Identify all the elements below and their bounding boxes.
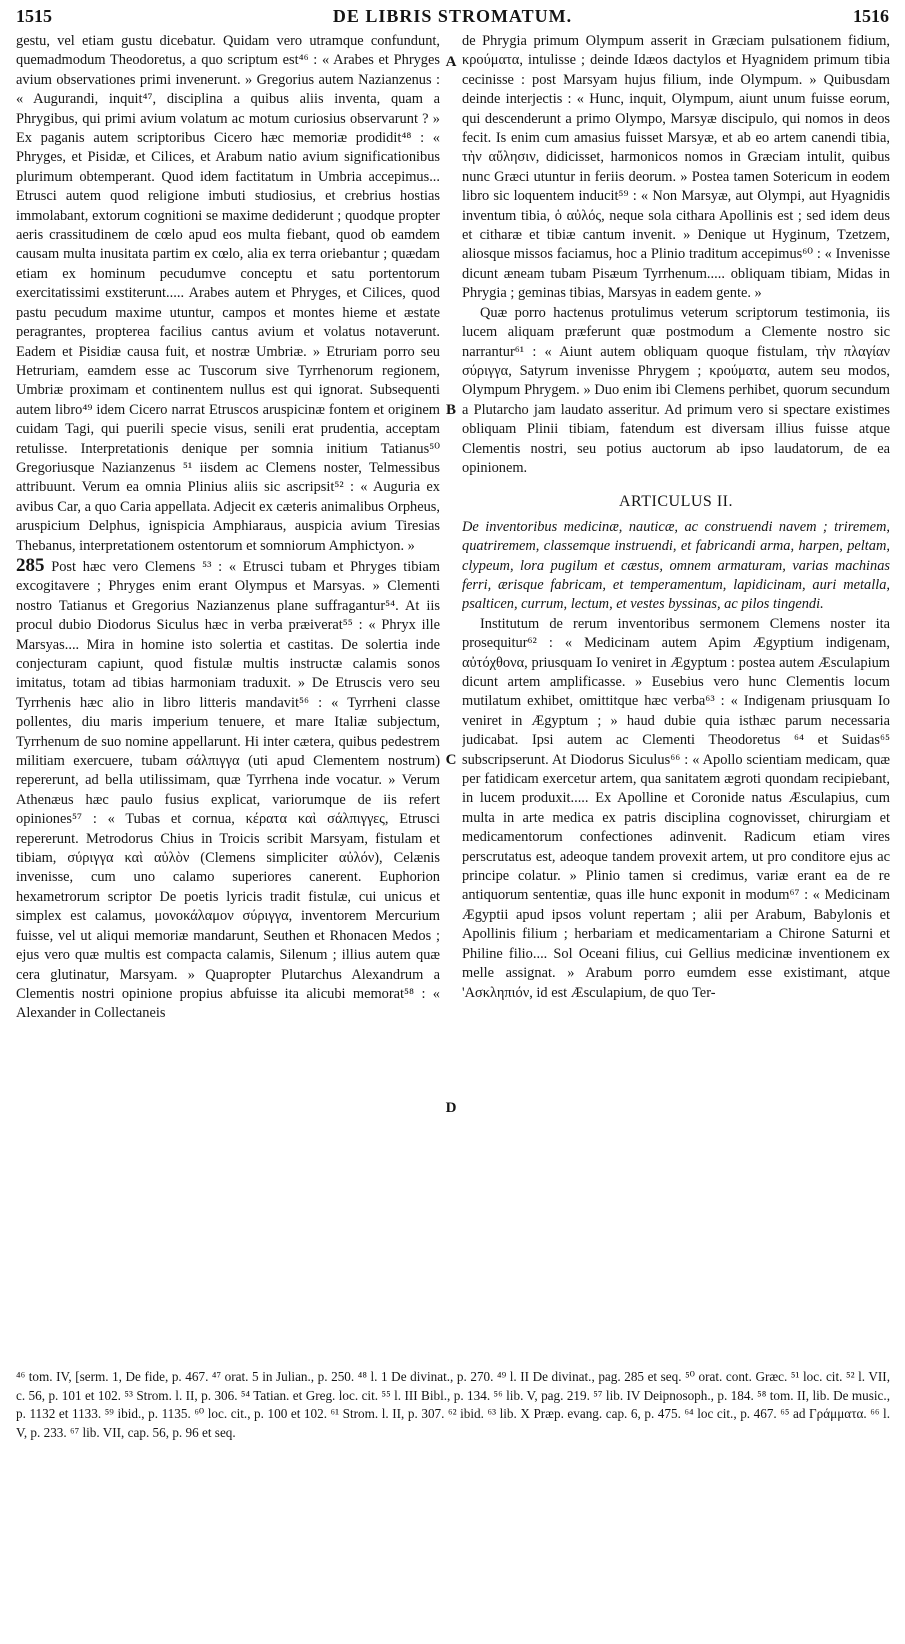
footnotes-text: ⁴⁶ tom. IV, [serm. 1, De fide, p. 467. ⁴⁷ orat. 5 in Julian., p. 250. ⁴⁸ l. 1 De divinat., p. 270. ⁴⁹ l. II De divinat., pag. 285 et seq. ⁵⁰ orat. cont. Græc. ⁵¹ loc. cit. ⁵² l. VII, c. 56, p. 101 et 102. ⁵³ Strom. l. II, p. 306. ⁵⁴ Tatian. et Greg. loc. cit. ⁵⁵ l. III Bibl., p. 134. ⁵⁶ lib. V, pag. 219. ⁵⁷ lib. IV Deipnosoph., p. 184. ⁵⁸ tom. II, lib. De music., p. 1132 et 1133. ⁵⁹ ibid., p. 1135. ⁶⁰ loc. cit., p. 100 et 102. ⁶¹ Strom. l. II, p. 307. ⁶² ibid. ⁶³ lib. X Præp. evang. cap. 6, p. 475. ⁶⁴ loc cit., p. 467. ⁶⁵ ad Γράμματα. ⁶⁶ l. V, p. 233. ⁶⁷ lib. VII, cap. 56, p. 96 et seq. — [16, 1369, 890, 1440]
right-text-block-1: de Phrygia primum Olympum asserit in Græciam pulsationem fidium, κρούματα, intulisse ; deinde Idæos dactylos et Hyagnidem primum tibia cecinisse : post Marsyam hujus filium, inde Olympum. » Quibusdam deinde interjectis : « Hunc, inquit, Olympum, aiunt unum fuisse eorum, qui descenderunt a primo Olympo, Marsyæ discipulo, qui nomos in deos fecit. Is enim cum amasius fuisset Marsyæ, et ab eo artem canendi tibia, τὴν αὔλησιν, didicisset, harmonicos nomos in Græciam intulit, quibus nunc Græci utuntur in feriis deorum. » Postea tamen Sotericum in eodem libro sic loquentem inducit⁵⁹ : « Non Marsyæ, aut Olympi, aut Hyagnidis inventum tibia, ὁ αὐλός, neque sola cithara Apollinis est ; sed idem deus et citharæ et tibiæ cantum invenit. » Denique ut Hyginum, Tzetzem, aliosque missos faciamus, hoc a Plinio traditum accepimus⁶⁰ : « Invenisse dicunt æneam tubam Pisæum Tyrrhenum..... obliquam tibiam, Midas in Phrygia ; geminas tibias, Marsyas in eadem gente. » — [462, 33, 890, 302]
margin-letter-b: B — [445, 402, 456, 418]
running-title: DE LIBRIS STROMATUM. — [332, 6, 573, 26]
article-title: ARTICULUS II. — [619, 493, 733, 511]
page-number-right: 1516 — [853, 6, 889, 26]
right-text-block-3: Institutum de rerum inventoribus sermonem Clemens noster ita prosequitur⁶² : « Medicinam autem Apim Ægyptium indigenam, αὐτόχθονα, priusquam Io veniret in Ægyptum : postea autem Æsculapium dicunt artem amplificasse. » Eusebius vero hunc Clementis locum mutilatum exhibet, omittitque hæc verba⁶³ : « Indigenam priusquam Io veniret in Ægyptum ; » haud dubie quia isthæc parum necessaria judicabat. Ipsi autem ac Clementi Theodoretus ⁶⁴ et Suidas⁶⁵ subscripserunt. At Diodorus Siculus⁶⁶ : « Apollo scientiam medicam, quæ per fatidicam exercetur artem, qua sanitatem ægroti quondam recipiebant, in lucem produxit..... Ex Apolline et Coronide natus Æsculapius, cum multa in arte medica ex patris disciplina cognovisset, chirurgiam et medicamentorum confectiones adinvenit. Radicum etiam vires perscrutatus est, adeoque tandem provexit artem, ut pro conditore ejus ac principe colatur. » Plinio tamen si credimus, variæ erant ea de re antiquorum sententiæ, quas ille hunc exponit in modum⁶⁷ : « Medicinam Ægyptii apud ipsos volunt repertam ; alii per Arabum, Babylonis et Apollinis filium ; herbariam et medicamentariam a Chirone Saturni et Philine filio.... Sol Oceani filius, cui Gellius medicinæ inventionem ex melle assignat. » Arabum porro eumdem esse existimant, atque 'Ασκληπιόν, id est Æsculapium, de quo Ter- — [462, 615, 890, 1001]
running-header — [16, 6, 889, 30]
margin-letter-a: A — [445, 54, 457, 70]
left-text-block-2: Post hæc vero Clemens ⁵³ : « Etrusci tubam et Phryges tibiam excogitavere ; Phryges enim erant Olympus et Marsyas. » Clementi nostro Tatianus et Gregorius Nazianzenus plane suffragantur⁵⁴. At iis procul dubio Diodorus Siculus hæc in verba præiverat⁵⁵ : « Phryx ille Marsyas.... Mira in homine isto solertia et castitas. De solertia inde conjecturam capiunt, quod fistulæ multis instructæ calamis sonos imitatus, totam ad tibias harmoniam traduxit. » De Etruscis vero seu Tyrrhenis hæc alio in libro litteris mandavit⁵⁶ : « Tyrrheni classe pollentes, diu maris imperium tenuere, et mare Italiæ subjectum, Tyrrhenum de suo nomine appellarunt. Hi inter cætera, quibus pedestrem militiam exercuere, tubam σάλπιγγα (uti apud Clementem nostrum) repererunt, ad bella utilissimam, quæ Tyrrhena inde vocatur. » Verum Athenæus hæc paulo fusius explicat, variorumque de iis refert opiniones⁵⁷ : « Tubas et cornua, κέρατα καὶ σάλπιγγες, Etrusci repererunt. Metrodorus Chius in Troicis scribit Marsyam, fistulam et tibiam, σύριγγα καὶ αὐλὸν (Clemens simpliciter αὐλόν), Celænis invenisse, cum uno calamo superiores canerent. Euphorion hexametrorum scriptor De poetis lyricis tradit fistulæ, cui unicus et simplex est calamus, μονοκάλαμον σύριγγα, inventorem Mercurium fuisse, vel ut aliqui memoriæ mandarunt, Seuthen et Rhonacen Medos ; ejus vero quæ multis est compacta calamis, Silenum ; illius autem quæ cera glutinatur, Marsyam. » Quapropter Plutarchus Alexandrum a Clementis nostri opinione propius abfuisse ita alicubi memorat⁵⁸ : « Alexander in Collectaneis — [16, 558, 440, 1022]
right-text-block-2: Quæ porro hactenus protulimus veterum scriptorum testimonia, iis lucem aliquam præferunt quæ postmodum a Clemente nostro sic narrantur⁶¹ : « Aiunt autem obliquam quoque fistulam, τὴν πλαγίαν σύριγγα, Satyrum invenisse Phrygem ; κρούματα, autem seu modos, Olympum Phrygem. » Duo enim ibi Clemens perhibet, quorum secundum a Plutarcho jam laudato asseritur. Ad primum vero si spectare existimes obliquam Plinii tibiam, fatendum est diversam illius fuisse atque Clementis nostri, seu potius auctorum ab ipso laudatorum, de ea opinionem. — [462, 304, 890, 476]
footnotes — [16, 1368, 890, 1442]
margin-letter-d: D — [445, 1100, 457, 1116]
margin-letter-c: C — [445, 752, 457, 768]
column-number: 285 — [16, 554, 45, 576]
article-subtitle: De inventoribus medicinæ, nauticæ, ac construendi navem ; triremem, quatriremem, classemque instruendi, et fabricandi arma, harpen, peltam, clypeum, lora pugilum et cæstus, omnem armaturam, varias machinas ferri, ærisque fabricam, et temperamentum, lapidicinam, auri metalla, psalticen, currum, lectum, et vestes byssinas, ac pilos tingendi. — [462, 518, 890, 613]
page-number-left: 1515 — [16, 6, 52, 26]
left-text-block-1: gestu, vel etiam gustu dicebatur. Quidam vero utramque confundunt, quemadmodum Theodoretus, a quo scriptum est⁴⁶ : « Arabes et Phryges avium observationes primi invenerunt. » Gregorius autem Nazianzenus : « Augurandi, inquit⁴⁷, disciplina a quibus aliis inventa, quam a Phrygibus, qui primi avium volatum ac motum curiosius observarunt ? » Ex paganis autem scriptoribus Cicero hæc memoriæ prodidit⁴⁸ : « Phryges, et Pisidæ, et Cilices, et Arabum natio avium significationibus plurimum obtemperant. Quod idem factitatum in Umbria accepimus... Etrusci autem quod religione imbuti studiosius, et crebrius hostias immolabant, extorum cognitioni se maxime dediderunt ; quodque propter aeris crassitudinem de cœlo apud eos multa fiebant, quod ob eamdem causam multa inusitata partim ex cœlo, alia ex terra oriebantur ; quædam etiam ex hominum pecudumve conceptu et satu portentorum exercitatissimi exstiterunt..... Arabes autem et Phryges, et Cilices, quod pastu pecudum maxime utuntur, campos et montes hieme et æstate peragrantes, propterea facilius cantus avium et volatus notaverunt. Eadem et Pisidiæ causa fuit, et nostræ Umbriæ. » Etruriam porro seu Hetruriam, eamdem esse ac Tuscorum sive Tyrrhenorum regionem, Umbriæ proximam et continentem nullus est qui ignorat. Subsequenti autem libro⁴⁹ idem Cicero narrat Etruscos aruspicinæ fontem et originem cuidam Tagi, qui puerili specie visus, senili erat prudentia, acceptam retulisse. Interpretationis denique per somnia initium Tatianus⁵⁰ Gregoriusque Nazianzenus ⁵¹ iisdem ac Clemens noster, Telmessibus attribuunt. Verum ea omnia Plinius aliis sic ascripsit⁵² : « Auguria ex avibus Car, a quo Caria appellata. Adjecit ex cæteris animalibus Orpheus, aruspicium Delphus, ignispicia Amphiaraus, auspicia avium Tiresias Thebanus, interpretationem ostentorum et somniorum Amphictyon. » — [16, 33, 440, 554]
